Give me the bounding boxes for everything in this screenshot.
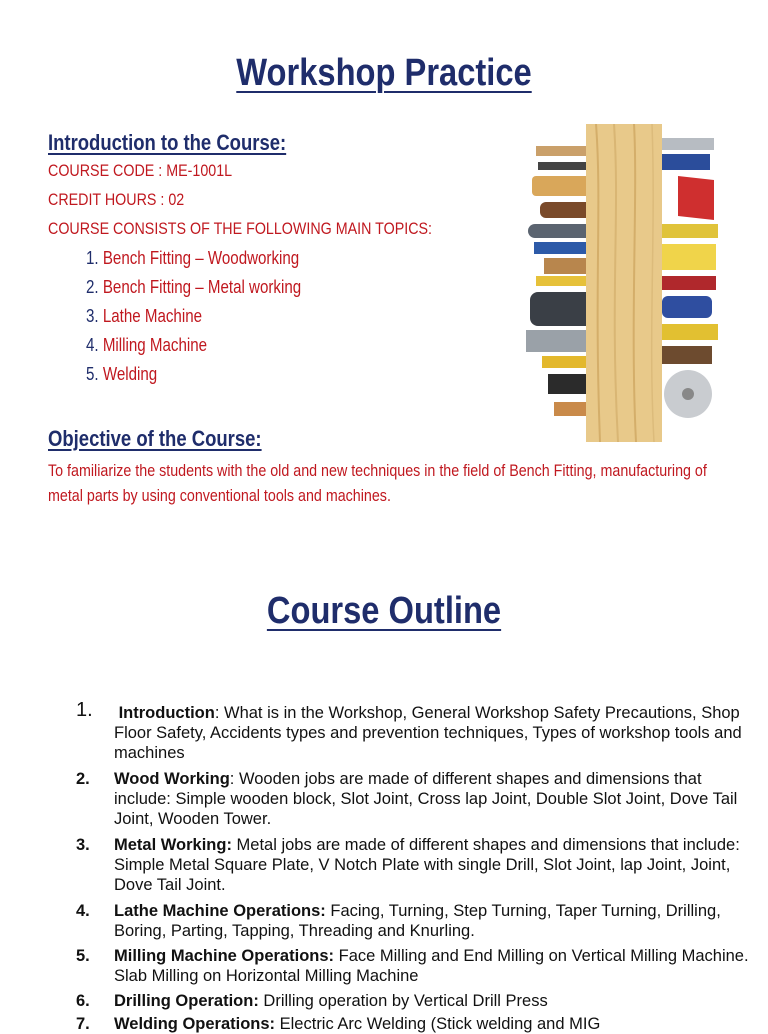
item-number: 7. (76, 1015, 90, 1033)
item-text: Welding Operations: Electric Arc Welding (Stick welding and MIG (114, 1015, 601, 1033)
item-number: 6. (76, 992, 90, 1010)
item-number: 4. (76, 902, 90, 920)
course-code: COURSE CODE : ME-1001L (48, 161, 233, 180)
objective-heading: Objective of the Course: (48, 426, 262, 451)
item-number: 2. (76, 770, 90, 788)
objective-text: To familiarize the students with the old and new techniques in the field of Bench Fitting, manufacturing of metal parts by using conventional tools and machines. (48, 461, 707, 505)
item-text: Metal Working: Metal jobs are made of different shapes and dimensions that include: Simple Metal Square Plate, V Notch Plate with single Drill, Slot Joint, lap Joint, Joint, Dove Tail Joint. (114, 836, 740, 894)
slide-course-outline (0, 560, 768, 1033)
item-number: 5. (76, 947, 90, 965)
item-text: Milling Machine Operations: Face Milling and End Milling on Vertical Milling Machine. Slab Milling on Horizontal Milling Machine (114, 947, 749, 985)
item-text: Drilling Operation: Drilling operation by Vertical Drill Press (114, 992, 548, 1010)
slide-title: Workshop Practice (236, 52, 532, 94)
topic-item: 5. Welding (86, 364, 158, 384)
credit-hours: CREDIT HOURS : 02 (48, 190, 185, 209)
intro-heading: Introduction to the Course: (48, 130, 287, 155)
topic-item: 2. Bench Fitting – Metal working (86, 277, 302, 297)
topics-intro: COURSE CONSISTS OF THE FOLLOWING MAIN TOPICS: (48, 219, 433, 238)
topic-item: 1. Bench Fitting – Woodworking (86, 248, 300, 268)
tools-on-plank-image (518, 124, 723, 442)
item-number: 3. (76, 836, 90, 854)
topic-item: 4. Milling Machine (86, 335, 208, 355)
item-number: 1. (76, 699, 93, 721)
item-text: Wood Working: Wooden jobs are made of different shapes and dimensions that include: Simple wooden block, Slot Joint, Cross lap Joint, Double Slot Joint, Dove Tail Joint, Wooden Tower. (114, 770, 738, 828)
item-text: Introduction: What is in the Workshop, General Workshop Safety Precautions, Shop Floor Safety, Accidents types and prevention techniques, Types of workshop tools and machines (114, 704, 742, 762)
topic-item: 3. Lathe Machine (86, 306, 203, 326)
slide-title: Course Outline (266, 590, 502, 632)
item-text: Lathe Machine Operations: Facing, Turning, Step Turning, Taper Turning, Drilling, Boring, Parting, Tapping, Threading and Knurling. (114, 902, 721, 940)
